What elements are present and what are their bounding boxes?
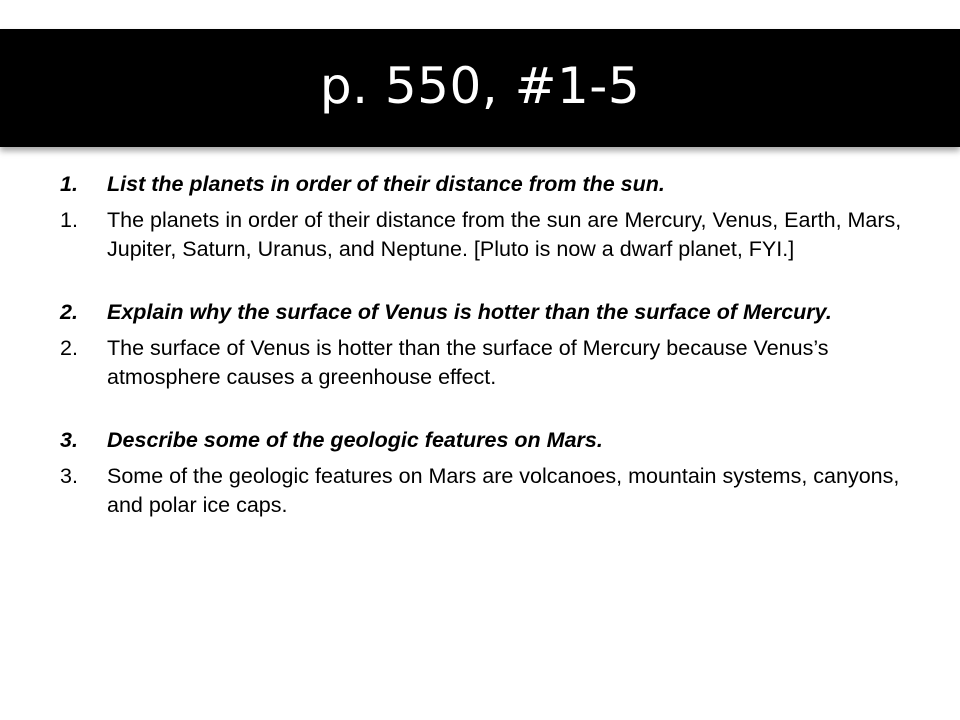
answer-2-number: 2. [60, 336, 78, 360]
answer-3-number: 3. [60, 464, 78, 488]
question-1-text: List the planets in order of their distance from the sun. [107, 172, 665, 196]
question-3 [60, 426, 920, 455]
question-3-text: Describe some of the geologic features on Mars. [107, 428, 603, 452]
title-bar [0, 29, 960, 147]
question-2-number: 2. [60, 300, 78, 324]
slide-body [60, 170, 920, 520]
question-1 [60, 170, 920, 199]
question-1-number: 1. [60, 172, 78, 196]
answer-1-number: 1. [60, 208, 78, 232]
question-2-text: Explain why the surface of Venus is hotter than the surface of Mercury. [107, 300, 832, 324]
answer-2 [60, 334, 920, 392]
answer-3-text: Some of the geologic features on Mars are volcanoes, mountain systems, canyons, and polar ice caps. [107, 464, 900, 517]
answer-3 [60, 462, 920, 520]
question-3-number: 3. [60, 428, 78, 452]
answer-2-text: The surface of Venus is hotter than the surface of Mercury because Venus’s atmosphere causes a greenhouse effect. [107, 336, 829, 389]
answer-1-text: The planets in order of their distance from the sun are Mercury, Venus, Earth, Mars, Jupiter, Saturn, Uranus, and Neptune. [Pluto is now a dwarf planet, FYI.] [107, 208, 902, 261]
answer-1 [60, 206, 920, 264]
question-2 [60, 298, 920, 327]
slide-title: p. 550, #1-5 [319, 57, 641, 115]
